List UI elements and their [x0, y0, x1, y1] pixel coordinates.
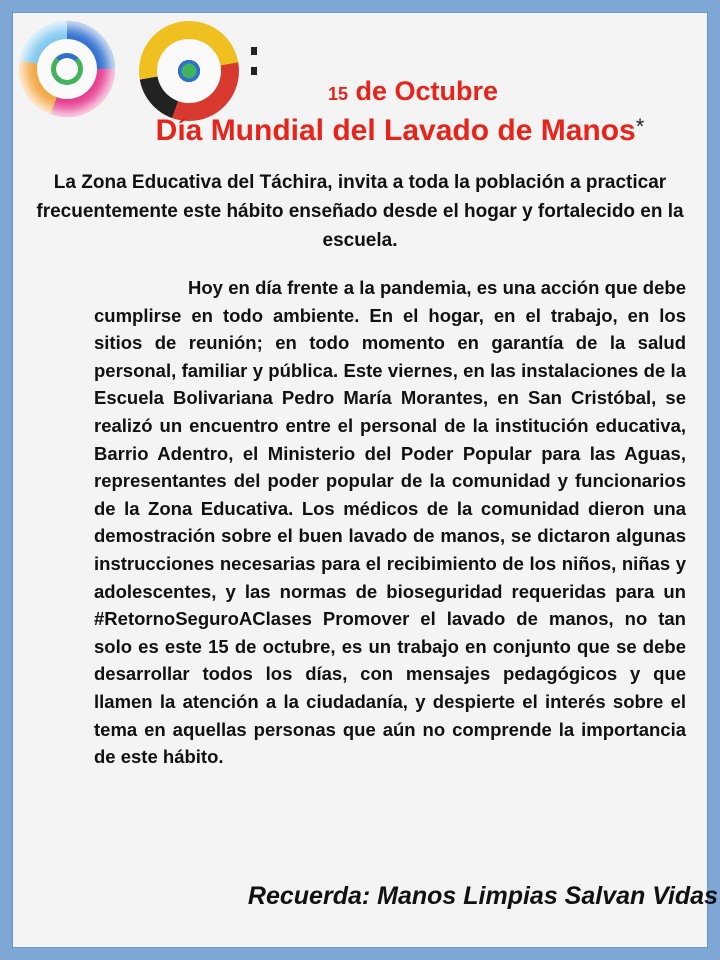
title-asterisk: *	[635, 114, 645, 139]
date-month: de Octubre	[348, 76, 499, 106]
body-paragraph: Hoy en día frente a la pandemia, es una acción que debe cumplirse en todo ambiente. En el hogar, en el trabajo, en los sitios de reunión; en todo momento en garantía de la salud personal, familiar y pública. Este viernes, en las instalaciones de la Escuela Bolivariana Pedro María Morantes, en San Cristóbal, se realizó un encuentro entre el personal de la institución educativa, Barrio Adentro, el Ministerio del Poder Popular para las Aguas, representantes del poder popular de la comunidad y funcionarios de la Zona Educativa. Los médicos de la comunidad dieron una demostración sobre el buen lavado de manos, se dictaron algunas instrucciones necesarias para el recibimiento de los niños, niñas y adolescentes, y las normas de bioseguridad requeridas para un #RetornoSeguroAClases Promover el lavado de manos, no tan solo es este 15 de octubre, es un trabajo en conjunto que se debe desarrollar todos los días, con mensajes pedagógicos y que llamen la atención a la ciudadanía, y despierte el interés sobre el tema en aquellas personas que aún no comprende la importancia de este hábito.	[94, 277, 686, 768]
slogan: Recuerda: Manos Limpias Salvan Vidas	[247, 882, 718, 910]
title-text: Día Mundial del Lavado de Manos	[155, 114, 636, 147]
date-day: 15	[327, 84, 348, 104]
page-title	[0, 114, 720, 148]
invitation-paragraph: La Zona Educativa del Táchira, invita a toda la población a practicar frecuentemente este hábito enseñado desde el hogar y fortalecido en la escuela.	[36, 172, 684, 251]
event-date	[0, 76, 720, 107]
